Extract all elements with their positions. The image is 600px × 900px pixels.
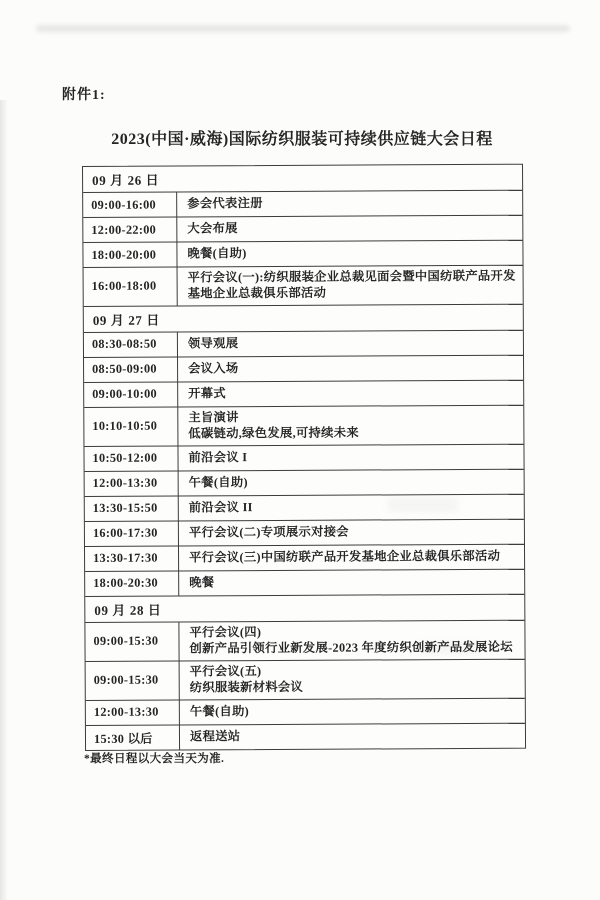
event-cell: [178, 331, 523, 357]
time-cell: 08:30-08:50: [84, 332, 178, 356]
time-cell: 09:00-15:30: [86, 661, 180, 699]
schedule-row: [85, 544, 524, 571]
time-cell: 09:00-16:00: [83, 193, 177, 217]
footnote: *最终日程以大会当天为准.: [84, 753, 225, 765]
event-cell: [178, 445, 523, 471]
event-line: 大会布展: [187, 221, 238, 236]
time-cell: 18:00-20:30: [85, 571, 179, 595]
event-line: 前沿会议 I: [188, 450, 248, 465]
event-line: 前沿会议 II: [188, 500, 253, 515]
date-header-label: 09 月 26 日: [92, 172, 160, 188]
attachment-label: 附件1:: [62, 88, 106, 103]
schedule-row: [86, 723, 525, 750]
event-cell: [180, 724, 525, 750]
time-cell: 12:00-13:30: [86, 700, 180, 724]
schedule-row: [85, 469, 524, 496]
event-cell: [179, 621, 524, 661]
event-line: 开幕式: [188, 386, 227, 401]
schedule-row: [83, 215, 522, 242]
scan-artifact-top: [36, 25, 570, 32]
event-line: 主旨演讲: [188, 410, 239, 425]
event-line: 创新产品引领行业新发展-2023 年度纺织创新产品发展论坛: [189, 639, 513, 656]
event-cell: [179, 520, 524, 546]
time-cell: 12:00-13:30: [85, 471, 179, 495]
event-line: 领导观展: [187, 336, 239, 351]
schedule-row: [86, 698, 525, 725]
event-cell: [177, 191, 522, 217]
event-line: 午餐(自助): [189, 704, 250, 719]
schedule-row: [84, 380, 523, 407]
schedule-row: [84, 265, 523, 306]
schedule-row: [84, 355, 523, 382]
event-line: 平行会议(四): [189, 625, 262, 640]
event-line: 平行会议(一):纺织服装企业总裁见面会暨中国纺联产品开发基地企业总裁俱乐部活动: [187, 268, 516, 301]
schedule-row: [86, 659, 525, 700]
event-cell: [177, 241, 522, 267]
time-cell: 16:00-17:30: [85, 521, 179, 545]
schedule-row: [84, 405, 523, 446]
schedule-row: [85, 519, 524, 546]
event-cell: [177, 216, 522, 242]
schedule-row: [85, 620, 524, 661]
event-cell: [180, 699, 525, 725]
time-cell: 08:50-09:00: [84, 357, 178, 381]
event-cell: [179, 470, 524, 496]
event-cell: [178, 356, 523, 382]
event-line: 平行会议(二)专项展示对接会: [188, 524, 349, 540]
date-header-label: 09 月 28 日: [94, 602, 162, 618]
event-line: 晚餐: [189, 575, 215, 590]
event-line: 低碳链动,绿色发展,可持续未来: [188, 425, 359, 441]
agenda-table: [82, 164, 526, 751]
time-cell: 09:00-10:00: [84, 382, 178, 406]
date-header-row: [84, 304, 523, 332]
time-cell: 16:00-18:00: [84, 268, 178, 306]
time-cell: 15:30 以后: [86, 725, 180, 749]
schedule-row: [85, 494, 524, 521]
scan-artifact-left-edge: [0, 100, 8, 900]
time-cell: 12:00-22:00: [83, 218, 177, 242]
date-header-row: [85, 594, 524, 622]
event-line: 午餐(自助): [188, 475, 248, 490]
event-line: 晚餐(自助): [187, 246, 247, 261]
schedule-row: [84, 444, 523, 471]
time-cell: 13:30-17:30: [85, 546, 179, 570]
event-line: 参会代表注册: [187, 196, 263, 211]
schedule-row: [85, 569, 524, 596]
time-cell: 13:30-15:50: [85, 496, 179, 520]
time-cell: 10:50-12:00: [84, 446, 178, 470]
schedule-row: [83, 240, 522, 267]
event-line: 返程送站: [189, 729, 241, 744]
event-line: 纺织服装新材料会议: [189, 679, 304, 695]
event-cell: [178, 381, 523, 407]
schedule-row: [83, 190, 522, 217]
date-header-label: 09 月 27 日: [92, 312, 161, 328]
event-line: 平行会议(三)中国纺联产品开发基地企业总裁俱乐部活动: [189, 548, 501, 565]
event-cell: [179, 570, 524, 596]
page-title: 2023(中国·威海)国际纺织服装可持续供应链大会日程: [111, 131, 493, 148]
time-cell: 18:00-20:00: [83, 243, 177, 267]
date-header-row: [83, 165, 522, 192]
event-cell: [179, 495, 524, 521]
event-line: 会议入场: [188, 361, 239, 376]
event-cell: [179, 545, 524, 571]
event-cell: [178, 266, 523, 306]
event-cell: [180, 660, 525, 700]
time-cell: 09:00-15:30: [85, 622, 179, 660]
schedule-row: [84, 330, 523, 357]
event-line: 平行会议(五): [189, 663, 262, 679]
event-cell: [178, 406, 523, 446]
time-cell: 10:10-10:50: [84, 407, 178, 445]
